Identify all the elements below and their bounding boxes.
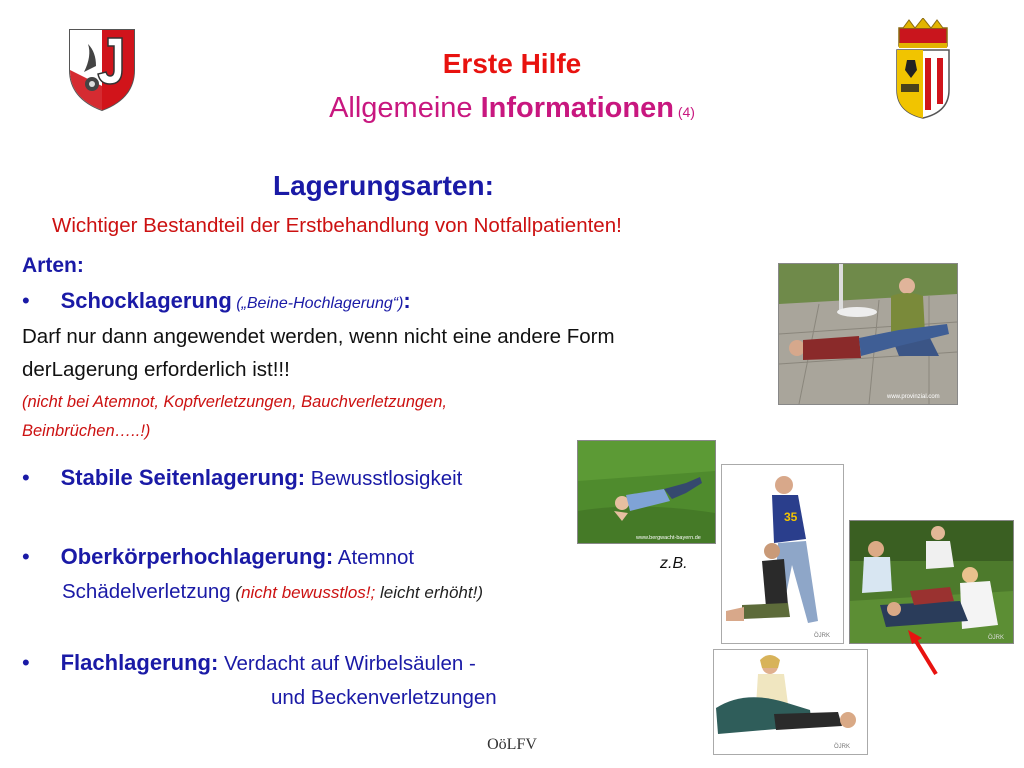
oberkoerper-line-2 <box>62 580 483 604</box>
subtitle-prefix: Allgemeine <box>329 92 481 124</box>
section-heading: Lagerungsarten: <box>273 170 494 201</box>
bullet: • <box>22 650 30 675</box>
arrow-icon <box>904 626 944 678</box>
subtitle-bold: Informationen <box>480 92 674 124</box>
zb-label: z.B. <box>660 555 688 572</box>
schock-text-1: Darf nur dann angewendet werden, wenn nicht eine andere Form <box>22 325 615 348</box>
item-subtitle: („Beine-Hochlagerung“) <box>231 295 404 312</box>
note-red: nicht bewusstlos!; <box>241 583 376 602</box>
item-colon: : <box>403 288 411 313</box>
paren-close: ) <box>477 583 483 602</box>
item-text: Atemnot <box>333 546 415 569</box>
item-stabile-seitenlagerung <box>22 465 462 491</box>
photo-credit: ÖJRK <box>814 633 831 639</box>
photo-oberkoerperhochlagerung <box>721 464 844 644</box>
item-text: Verdacht auf Wirbelsäulen - <box>218 652 476 675</box>
photo-credit: ÖJRK <box>834 744 851 750</box>
slide-subtitle <box>0 92 1024 125</box>
item-schocklagerung <box>22 288 411 314</box>
photo-credit: ÖJRK <box>988 635 1005 641</box>
arten-label: Arten: <box>22 254 84 277</box>
item-title: Oberkörperhochlagerung: <box>60 544 334 569</box>
item-line2: Schädelverletzung <box>62 580 231 603</box>
section-subline: Wichtiger Bestandteil der Erstbehandlung von Notfallpatienten! <box>52 214 622 237</box>
footer-text: OöLFV <box>487 736 537 753</box>
schock-note-1: (nicht bei Atemnot, Kopfverletzungen, Bauchverletzungen, <box>22 393 447 411</box>
photo-credit: www.provinzial.com <box>887 394 940 400</box>
slide-title: Erste Hilfe <box>442 48 582 79</box>
flach-line-2: und Beckenverletzungen <box>271 686 497 709</box>
photo-stabile-seitenlagerung <box>577 440 716 544</box>
svg-text:35: 35 <box>784 510 798 524</box>
note-black: leicht erhöht! <box>375 583 478 602</box>
item-title: Flachlagerung: <box>60 650 219 675</box>
bullet: • <box>22 465 30 490</box>
paren-open: ( <box>230 583 242 602</box>
schock-note-2: Beinbrüchen…..!) <box>22 422 151 440</box>
item-flachlagerung <box>22 650 476 676</box>
photo-schocklagerung <box>778 263 958 405</box>
item-title: Schocklagerung <box>60 288 232 313</box>
subtitle-page-number: (4) <box>673 104 695 120</box>
bullet: • <box>22 288 30 313</box>
item-oberkoerperhochlagerung <box>22 544 414 570</box>
item-text: Bewusstlosigkeit <box>305 467 463 490</box>
bullet: • <box>22 544 30 569</box>
item-title: Stabile Seitenlagerung: <box>60 465 306 490</box>
photo-credit: www.bergwacht-bayern.de <box>636 535 701 541</box>
schock-text-2: derLagerung erforderlich ist!!! <box>22 358 290 381</box>
